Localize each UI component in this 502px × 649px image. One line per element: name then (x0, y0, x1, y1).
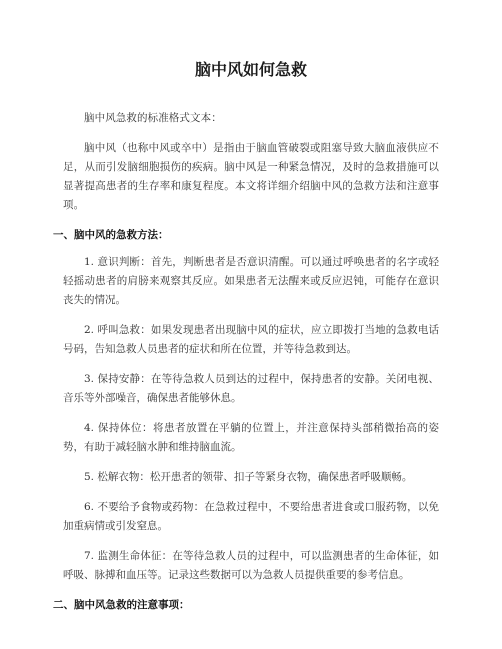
page-title: 脑中风如何急救 (194, 60, 307, 79)
method-item-3: 3. 保持安静：在等待急救人员到达的过程中，保持患者的安静。关闭电视、音乐等外部噪音，确保患者能够休息。 (63, 373, 439, 404)
intro-paragraph: 脑中风（也称中风或卒中）是指由于脑血管破裂或阻塞导致大脑血液供应不足，从而引发脑细胞损伤的疾病。脑中风是一种紧急情况，及时的急救措施可以显著提高患者的生存率和康复程度。本文将详细介绍脑中风的急救方法和注意事项。 (63, 142, 439, 211)
method-item-4: 4. 保持体位：将患者放置在平躺的位置上，并注意保持头部稍微抬高的姿势，有助于减轻脑水肿和维持脑血流。 (63, 422, 439, 453)
method-item-1: 1. 意识判断：首先，判断患者是否意识清醒。可以通过呼唤患者的名字或轻轻摇动患者的肩膀来观察其反应。如果患者无法醒来或反应迟钝，可能存在意识丧失的情况。 (63, 256, 439, 306)
method-item-6: 6. 不要给予食物或药物：在急救过程中，不要给患者进食或口服药物，以免加重病情或引发窒息。 (63, 501, 439, 532)
intro-line: 脑中风急救的标准格式文本： (84, 112, 222, 124)
method-item-7: 7. 监测生命体征：在等待急救人员的过程中，可以监测患者的生命体征，如呼吸、脉搏和血压等。记录这些数据可以为急救人员提供重要的参考信息。 (63, 550, 439, 581)
method-item-2: 2. 呼叫急救：如果发现患者出现脑中风的症状，应立即拨打当地的急救电话号码，告知急救人员患者的症状和所在位置，并等待急救到达。 (63, 324, 439, 355)
section-heading-notes: 二、脑中风急救的注意事项： (53, 599, 190, 611)
method-item-5: 5. 松解衣物：松开患者的领带、扣子等紧身衣物，确保患者呼吸顺畅。 (84, 471, 413, 483)
section-heading-methods: 一、脑中风的急救方法： (53, 229, 169, 241)
